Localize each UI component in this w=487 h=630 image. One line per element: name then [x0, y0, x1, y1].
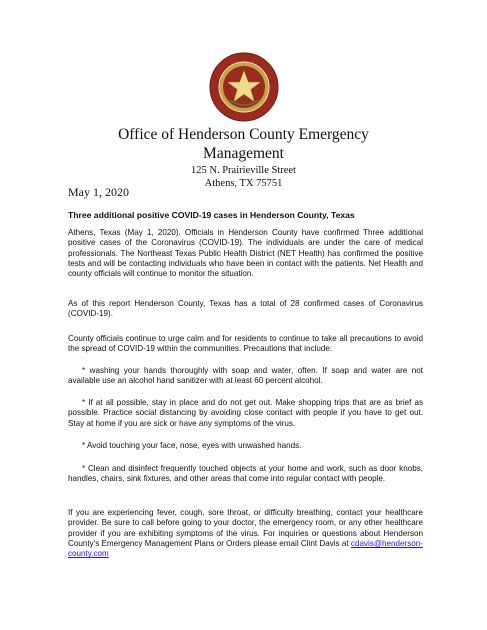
paragraph-case-total: As of this report Henderson County, Texas has a total of 28 confirmed cases of Coronavirus (COVID-19). [68, 299, 423, 319]
street-address: 125 N. Prairieville Street [191, 165, 296, 176]
precaution-hand-washing: * washing your hands thoroughly with soap and water, often. If soap and water are not available use an alcohol hand sanitizer with at least 60 percent alcohol. [68, 366, 423, 386]
paragraph-intro: Athens, Texas (May 1, 2020). Officials in Henderson County have confirmed Three additional positive cases of the Coronavirus (COVID-19). The individuals are under the care of medical professionals. The Northeast Texas Public Health District (NET Health) has confirmed the positive tests and will be contacting individuals who have been in contact with the patients. Net Health and county officials will continue to monitor the situation. [68, 228, 423, 279]
release-date: May 1, 2020 [68, 185, 129, 199]
office-title-line2: Management [203, 145, 284, 162]
paragraph-precautions: County officials continue to urge calm and for residents to continue to take all precautions to avoid the spread of COVID-19 within the communities. Precautions that include: [68, 334, 423, 354]
email-link[interactable]: cdavis@henderson-county.com [68, 538, 423, 559]
precaution-avoid-face: * Avoid touching your face, nose, eyes with unwashed hands. [82, 441, 302, 450]
city-address: Athens, TX 75751 [204, 178, 283, 189]
paragraph-contact [68, 508, 423, 559]
office-title [0, 125, 487, 163]
county-seal-icon [209, 52, 279, 122]
precaution-disinfect: * Clean and disinfect frequently touched objects at your home and work, such as door knobs, handles, chairs, sink fixtures, and other areas that come into regular contact with people. [68, 464, 423, 484]
precaution-stay-home: * If at all possible, stay in place and do not get out. Make shopping trips that are as brief as possible. Practice social distancing by avoiding close contact with people if you have to get out. Stay at home if you are sick or have any symptoms of the virus. [68, 398, 423, 428]
headline: Three additional positive COVID-19 cases in Henderson County, Texas [68, 210, 355, 220]
contact-text: If you are experiencing fever, cough, sore throat, or difficulty breathing, contact your healthcare provider. Be sure to call before going to your doctor, the emergency room, or any other healthcare provider if you are exhibiting symptoms of the virus. For inquiries or questions about Henderson County's Emergency Management Plans or Orders please email Clint Davis at [68, 508, 423, 548]
office-title-line1: Office of Henderson County Emergency [118, 126, 369, 143]
